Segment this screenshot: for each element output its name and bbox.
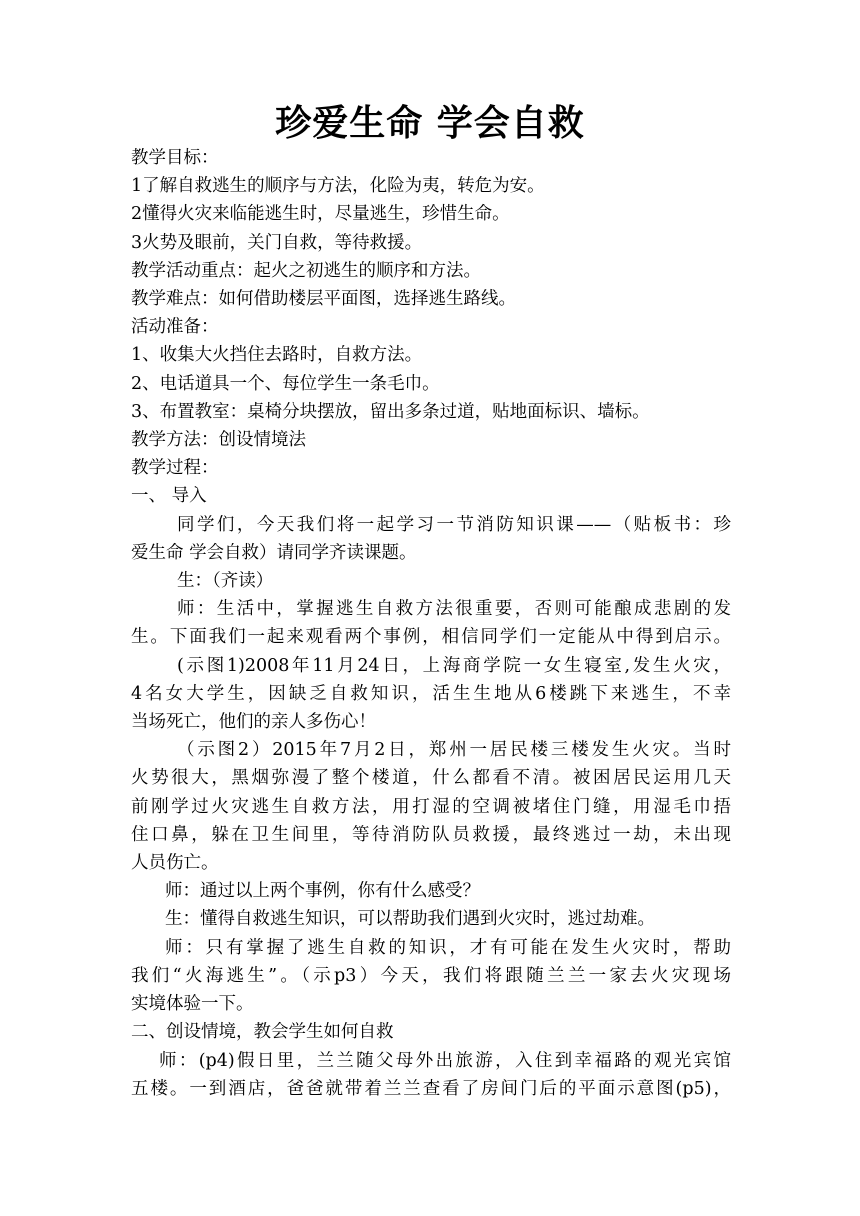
section-heading: 二、创设情境，教会学生如何自救 bbox=[131, 1022, 394, 1043]
text-line: 前刚学过火灾逃生自救方法，用打湿的空调被堵住门缝，用湿毛巾捂 bbox=[131, 796, 731, 817]
text-line: 爱生命 学会自救）请同学齐读课题。 bbox=[131, 542, 417, 563]
text-line: 教学难点：如何借助楼层平面图，选择逃生路线。 bbox=[131, 289, 516, 310]
text-line: 教学过程： bbox=[131, 458, 219, 479]
text-line: 1、收集大火挡住去路时，自救方法。 bbox=[131, 345, 423, 366]
document-title: 珍爱生命 学会自救 bbox=[275, 103, 585, 144]
text-line: 3火势及眼前，关门自救，等待救援。 bbox=[131, 232, 423, 253]
text-line: 师：只有掌握了逃生自救的知识，才有可能在发生火灾时，帮助 bbox=[165, 937, 731, 958]
text-line: 火势很大，黑烟弥漫了整个楼道，什么都看不清。被困居民运用几天 bbox=[131, 768, 731, 789]
text-line: 4名女大学生，因缺乏自救知识，活生生地从6楼跳下来逃生，不幸 bbox=[131, 683, 731, 704]
text-line: （示图2）2015年7月2日，郑州一居民楼三楼发生火灾。当时 bbox=[177, 740, 731, 761]
document-body bbox=[131, 144, 731, 1103]
text-line: 教学方法：创设情境法 bbox=[131, 430, 306, 451]
text-line: 同学们，今天我们将一起学习一节消防知识课——（贴板书：珍 bbox=[177, 514, 731, 535]
text-line: 人员伤亡。 bbox=[131, 853, 219, 874]
text-line: 2、电话道具一个、每位学生一条毛巾。 bbox=[131, 373, 440, 394]
text-line: 师：生活中，掌握逃生自救方法很重要，否则可能酿成悲剧的发 bbox=[177, 599, 731, 620]
text-line: 生：懂得自救逃生知识，可以帮助我们遇到火灾时，逃过劫难。 bbox=[165, 909, 655, 930]
text-line: 师：(p4)假日里，兰兰随父母外出旅游，入住到幸福路的观光宾馆 bbox=[159, 1050, 731, 1071]
text-line: 2懂得火灾来临能逃生时，尽量逃生，珍惜生命。 bbox=[131, 204, 510, 225]
text-line: 活动准备： bbox=[131, 317, 219, 338]
text-line: 1了解自救逃生的顺序与方法，化险为夷，转危为安。 bbox=[131, 176, 545, 197]
text-line: 生。下面我们一起来观看两个事例，相信同学们一定能从中得到启示。 bbox=[131, 627, 731, 648]
text-line: 住口鼻，躲在卫生间里，等待消防队员救援，最终逃过一劫，未出现 bbox=[131, 824, 731, 845]
text-line: 实境体验一下。 bbox=[131, 994, 254, 1015]
text-line: (示图1)2008年11月24日，上海商学院一女生寝室,发生火灾， bbox=[177, 655, 731, 676]
text-line: 我们“火海逃生”。（示p3）今天，我们将跟随兰兰一家去火灾现场 bbox=[131, 965, 731, 986]
text-line: 教学目标： bbox=[131, 148, 219, 168]
text-line: 生：（齐读） bbox=[177, 571, 274, 592]
text-line: 师：通过以上两个事例，你有什么感受？ bbox=[165, 881, 480, 902]
text-line: 教学活动重点：起火之初逃生的顺序和方法。 bbox=[131, 260, 481, 281]
text-line: 五楼。一到酒店，爸爸就带着兰兰查看了房间门后的平面示意图(p5)， bbox=[131, 1078, 731, 1099]
text-line: 当场死亡，他们的亲人多伤心！ bbox=[131, 712, 376, 733]
text-line: 3、布置教室：桌椅分块摆放，留出多条过道，贴地面标识、墙标。 bbox=[131, 401, 650, 422]
section-heading: 一、 导入 bbox=[131, 486, 207, 507]
